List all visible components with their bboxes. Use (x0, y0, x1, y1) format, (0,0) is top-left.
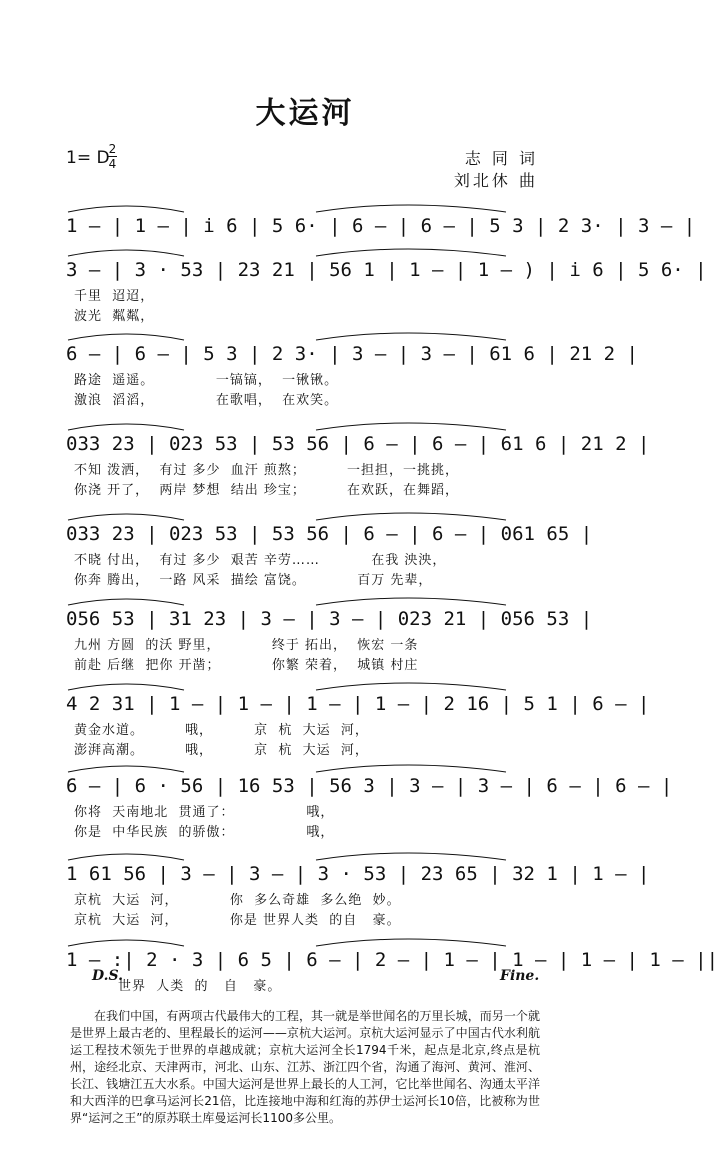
intro-paragraph: 在我们中国，有两项古代最伟大的工程，其一就是举世闻名的万里长城，而另一个就是世界上最古老的、里程最长的运河——京杭大运河。京杭大运河显示了中国古代水利航运工程技术领先于世界的卓越成就；京杭大运河全长1794千米，起点是北京,终点是杭州，途经北京、天津两市，河北、山东、江苏、浙江四个省，沟通了海河、黄河、淮河、长江、钱塘江五大水系。中国大运河是世界上最长的人工河，它比举世闻名、沟通太平洋和大西洋的巴拿马运河长21倍，比连接地中海和红海的苏伊士运河长10倍，比被称为世界“运河之王”的原苏联土库曼运河长1100多公里。 (70, 1009, 540, 1125)
lyric-line-2: 你是 中华民族 的骄傲： 哦， (74, 825, 335, 840)
lyric-line-2: 波光 粼粼， (74, 309, 155, 324)
lyricist-credit: 志 同 词 (464, 149, 538, 168)
lyric-line-2: 你浇 开了， 两岸 梦想 结出 珍宝； 在欢跃，在舞蹈， (74, 483, 459, 498)
notation-line: 6 – | 6 – | 5 3 | 2 3· | 3 – | 3 – | 61 6 | 21 2 | (66, 343, 638, 365)
lyric-line-2: 前赴 后继 把你 开凿； 你繁 荣着， 城镇 村庄 (74, 658, 419, 673)
lyric-line-1: 黄金水道。 哦， 京 杭 大运 河， (74, 723, 369, 738)
time-signature-bottom: 4 (108, 157, 117, 171)
lyric-line-2: 激浪 滔滔， 在歌唱， 在欢笑。 (74, 393, 339, 408)
lyric-line-1: 你将 天南地北 贯通了： 哦， (74, 805, 335, 820)
lyric-line-1: 世界 人类 的 自 豪。 (118, 979, 282, 994)
time-signature-top: 2 (108, 142, 117, 156)
page-title: 大运河 (255, 96, 355, 131)
lyric-line-1: 路途 遥遥。 一镐镐， 一锹锹。 (74, 373, 339, 388)
lyric-line-1: 九州 方圆 的沃 野里， 终于 拓出， 恢宏 一条 (74, 638, 419, 653)
notation-line: 1 – | 1 – | i 6 | 5 6· | 6 – | 6 – | 5 3 | 2 3· | 3 – | (66, 215, 696, 237)
notation-line: 1 61 56 | 3 – | 3 – | 3 · 53 | 23 65 | 32 1 | 1 – | (66, 863, 650, 885)
composer-credit: 刘北休 曲 (453, 171, 538, 190)
lyric-line-1: 千里 迢迢， (74, 289, 155, 304)
key-signature: 1= D (66, 148, 110, 168)
notation-line: 033 23 | 023 53 | 53 56 | 6 – | 6 – | 61 6 | 21 2 | (66, 433, 650, 455)
ds-marking: D.S. (92, 968, 124, 984)
notation-line: 1 – :| 2 · 3 | 6 5 | 6 – | 2 – | 1 – | 1 – | 1 – | 1 – || (66, 949, 718, 971)
notation-line: 033 23 | 023 53 | 53 56 | 6 – | 6 – | 061 65 | (66, 523, 593, 545)
lyric-line-1: 京杭 大运 河， 你 多么奇雄 多么绝 妙。 (74, 893, 401, 908)
lyric-line-2: 京杭 大运 河， 你是 世界人类 的自 豪。 (74, 913, 401, 928)
notation-line: 4 2 31 | 1 – | 1 – | 1 – | 1 – | 2 16 | 5 1 | 6 – | (66, 693, 650, 715)
time-signature (108, 143, 117, 170)
lyric-line-1: 不知 泼洒， 有过 多少 血汗 煎熬； 一担担，一挑挑， (74, 463, 459, 478)
notation-line: 056 53 | 31 23 | 3 – | 3 – | 023 21 | 056 53 | (66, 608, 593, 630)
lyric-line-1: 不晓 付出， 有过 多少 艰苦 辛劳…… 在我 泱泱， (74, 553, 447, 568)
lyric-line-2: 你奔 腾出， 一路 风采 描绘 富饶。 百万 先辈， (74, 573, 433, 588)
lyric-line-2: 澎湃高潮。 哦， 京 杭 大运 河， (74, 743, 369, 758)
notation-line: 6 – | 6 · 56 | 16 53 | 56 3 | 3 – | 3 – | 6 – | 6 – | (66, 775, 673, 797)
notation-line: 3 – | 3 · 53 | 23 21 | 56 1 | 1 – | 1 – ) | i 6 | 5 6· | (66, 259, 707, 281)
fine-marking: Fine. (500, 968, 540, 984)
